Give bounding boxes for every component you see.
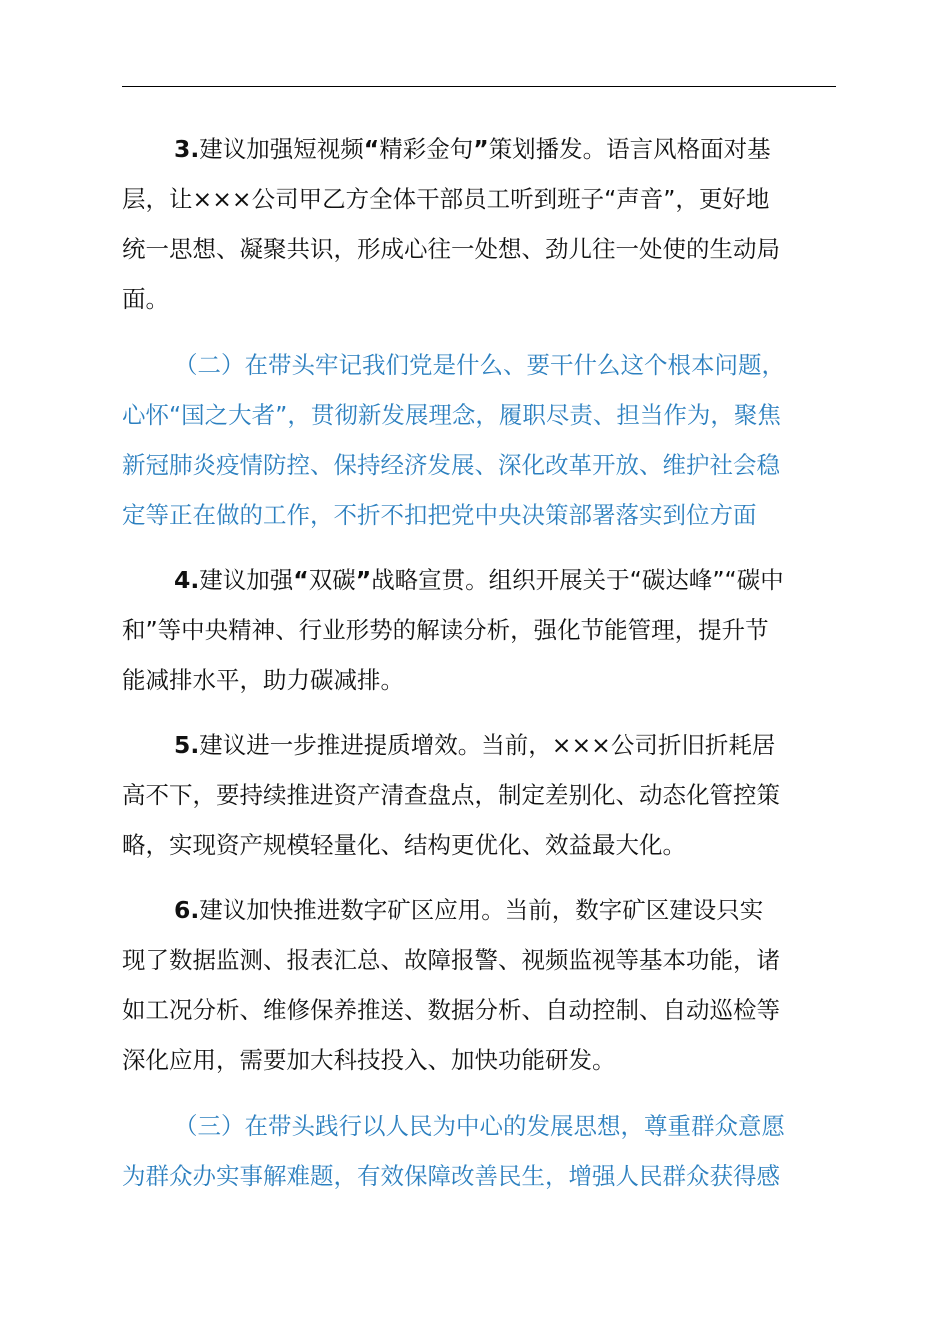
paragraph-line: 深化应用，需要加大科技投入、加快功能研发。 [122,1046,616,1074]
title-text: 建议加强 [199,566,294,594]
paragraph-4-line-1 [122,555,838,605]
paragraph-line: 现了数据监测、报表汇总、故障报警、视频监视等基本功能，诸 [122,946,780,974]
section-heading-2 [122,340,838,540]
section-heading-3 [122,1101,838,1201]
heading-line: 新冠肺炎疫情防控、保持经济发展、深化改革开放、维护社会稳 [122,451,780,479]
paragraph-4 [122,555,838,705]
item-number: 3. [174,135,200,163]
paragraph-line: 高不下，要持续推进资产清查盘点，制定差别化、动态化管控策 [122,781,780,809]
quote-mark: “ [293,566,309,594]
paragraph-line: 能减排水平，助力碳减排。 [122,666,404,694]
title-quote: 双碳 [308,566,356,594]
quote-mark: “ [363,135,380,163]
paragraph-5-line-1 [122,720,838,770]
paragraph-3 [122,124,838,324]
item-number: 4. [174,566,200,594]
paragraph-line: 和”等中央精神、行业形势的解读分析，强化节能管理，提升节 [122,616,769,644]
quote-mark: ” [355,566,372,594]
paragraph-5 [122,720,838,870]
heading-line: 心怀“国之大者”，贯彻新发展理念，履职尽责、担当作为，聚焦 [122,401,781,429]
title-text: 战略宣贯。组织开展关于“碳达峰”“碳中 [371,566,784,594]
paragraph-text: 建议加快推进数字矿区应用。当前，数字矿区建设只实 [199,896,764,924]
paragraph-6-line-1 [122,885,838,935]
paragraph-3-line-1 [122,124,838,174]
header-rule [122,86,836,87]
title-text: 建议加强短视频 [199,135,364,163]
paragraph-line: 略，实现资产规模轻量化、结构更优化、效益最大化。 [122,831,686,859]
title-quote: 精彩金句 [379,135,474,163]
paragraph-line: 如工况分析、维修保养推送、数据分析、自动控制、自动巡检等 [122,996,780,1024]
quote-mark: ” [473,135,489,163]
item-number: 5. [174,731,200,759]
title-text: 策划播发。语言风格面对基 [488,135,771,163]
item-number: 6. [174,896,200,924]
heading-line: （二）在带头牢记我们党是什么、要干什么这个根本问题， [174,351,785,379]
heading-line: 为群众办实事解难题，有效保障改善民生，增强人民群众获得感 [122,1162,780,1190]
heading-line: 定等正在做的工作，不折不扣把党中央决策部署落实到位方面 [122,501,757,529]
paragraph-line: 统一思想、凝聚共识，形成心往一处想、劲儿往一处使的生动局 [122,235,780,263]
paragraph-line: 面。 [122,285,169,313]
paragraph-text: 建议进一步推进提质增效。当前，×××公司折旧折耗居 [199,731,776,759]
heading-line: （三）在带头践行以人民为中心的发展思想，尊重群众意愿 [174,1112,785,1140]
paragraph-6 [122,885,838,1085]
paragraph-line: 层，让×××公司甲乙方全体干部员工听到班子“声音”，更好地 [122,185,770,213]
